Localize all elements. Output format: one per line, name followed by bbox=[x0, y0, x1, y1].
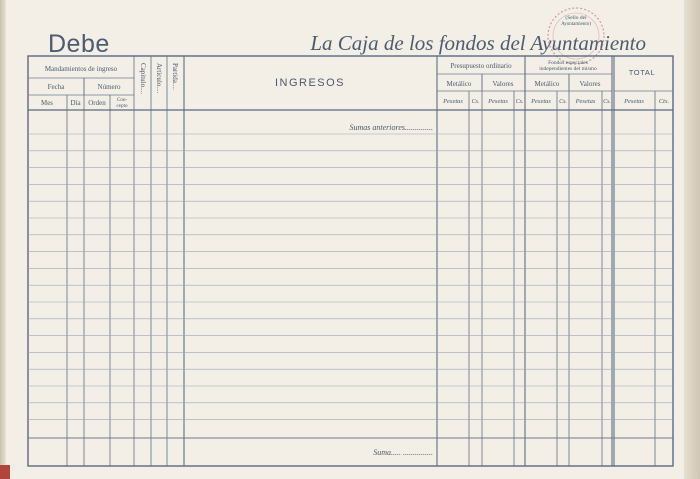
header-total: TOTAL bbox=[628, 68, 656, 77]
header-cts-2: Cs. bbox=[515, 99, 524, 105]
header-dia: Día bbox=[70, 99, 81, 107]
stamp-line-2: Ayuntamiento) bbox=[561, 22, 591, 27]
header-metalico-2: Metálico bbox=[534, 80, 560, 88]
sumas-anteriores-label: Sumas anteriores.............. bbox=[349, 123, 433, 132]
header-concepto-1: Con- bbox=[116, 97, 128, 103]
page-title-caja: La Caja de los fondos del Ayuntamiento bbox=[310, 31, 646, 55]
table-frame bbox=[28, 56, 673, 466]
header-metalico-1: Metálico bbox=[446, 80, 472, 88]
header-valores-1: Valores bbox=[492, 80, 514, 88]
header-fondos-1: Fondos especiales bbox=[548, 60, 588, 66]
header-fondos-2: independientes del mismo bbox=[539, 66, 597, 72]
header-orden: Orden bbox=[88, 99, 106, 107]
header-mandamientos: Mandamientos de ingreso bbox=[44, 65, 118, 73]
header-pesetas-4: Pesetas bbox=[575, 98, 596, 105]
header-cts-total: Cts. bbox=[658, 98, 670, 105]
header-pesetas-2: Pesetas bbox=[488, 98, 508, 105]
header-pesetas-total: Pesetas bbox=[624, 98, 644, 105]
header-concepto-2: cepto bbox=[116, 103, 128, 109]
header-ingresos: INGRESOS bbox=[274, 77, 346, 89]
header-cts-3: Cs. bbox=[559, 99, 567, 105]
header-cts-4: Cs. bbox=[603, 99, 611, 105]
header-cts-1: Cs. bbox=[471, 99, 480, 105]
header-pesetas-3: Pesetas bbox=[531, 98, 551, 105]
header-mes: Mes bbox=[40, 99, 54, 107]
header-valores-2: Valores bbox=[579, 80, 601, 88]
header-capitulo: Capítulo.... bbox=[139, 63, 147, 95]
stamp-line-1: (Sello del bbox=[565, 15, 587, 21]
header-presupuesto: Presupuesto ordinario bbox=[450, 62, 512, 70]
header-fecha: Fecha bbox=[47, 83, 65, 91]
header-numero: Número bbox=[97, 83, 121, 91]
header-partida: Partida.... bbox=[171, 63, 179, 90]
page-title-debe: Debe bbox=[48, 30, 110, 58]
header-articulo: Artículo.... bbox=[155, 63, 163, 94]
header-pesetas-1: Pesetas bbox=[443, 98, 463, 105]
suma-label: Suma..... ............... bbox=[373, 448, 433, 457]
ledger-rows bbox=[28, 134, 673, 420]
